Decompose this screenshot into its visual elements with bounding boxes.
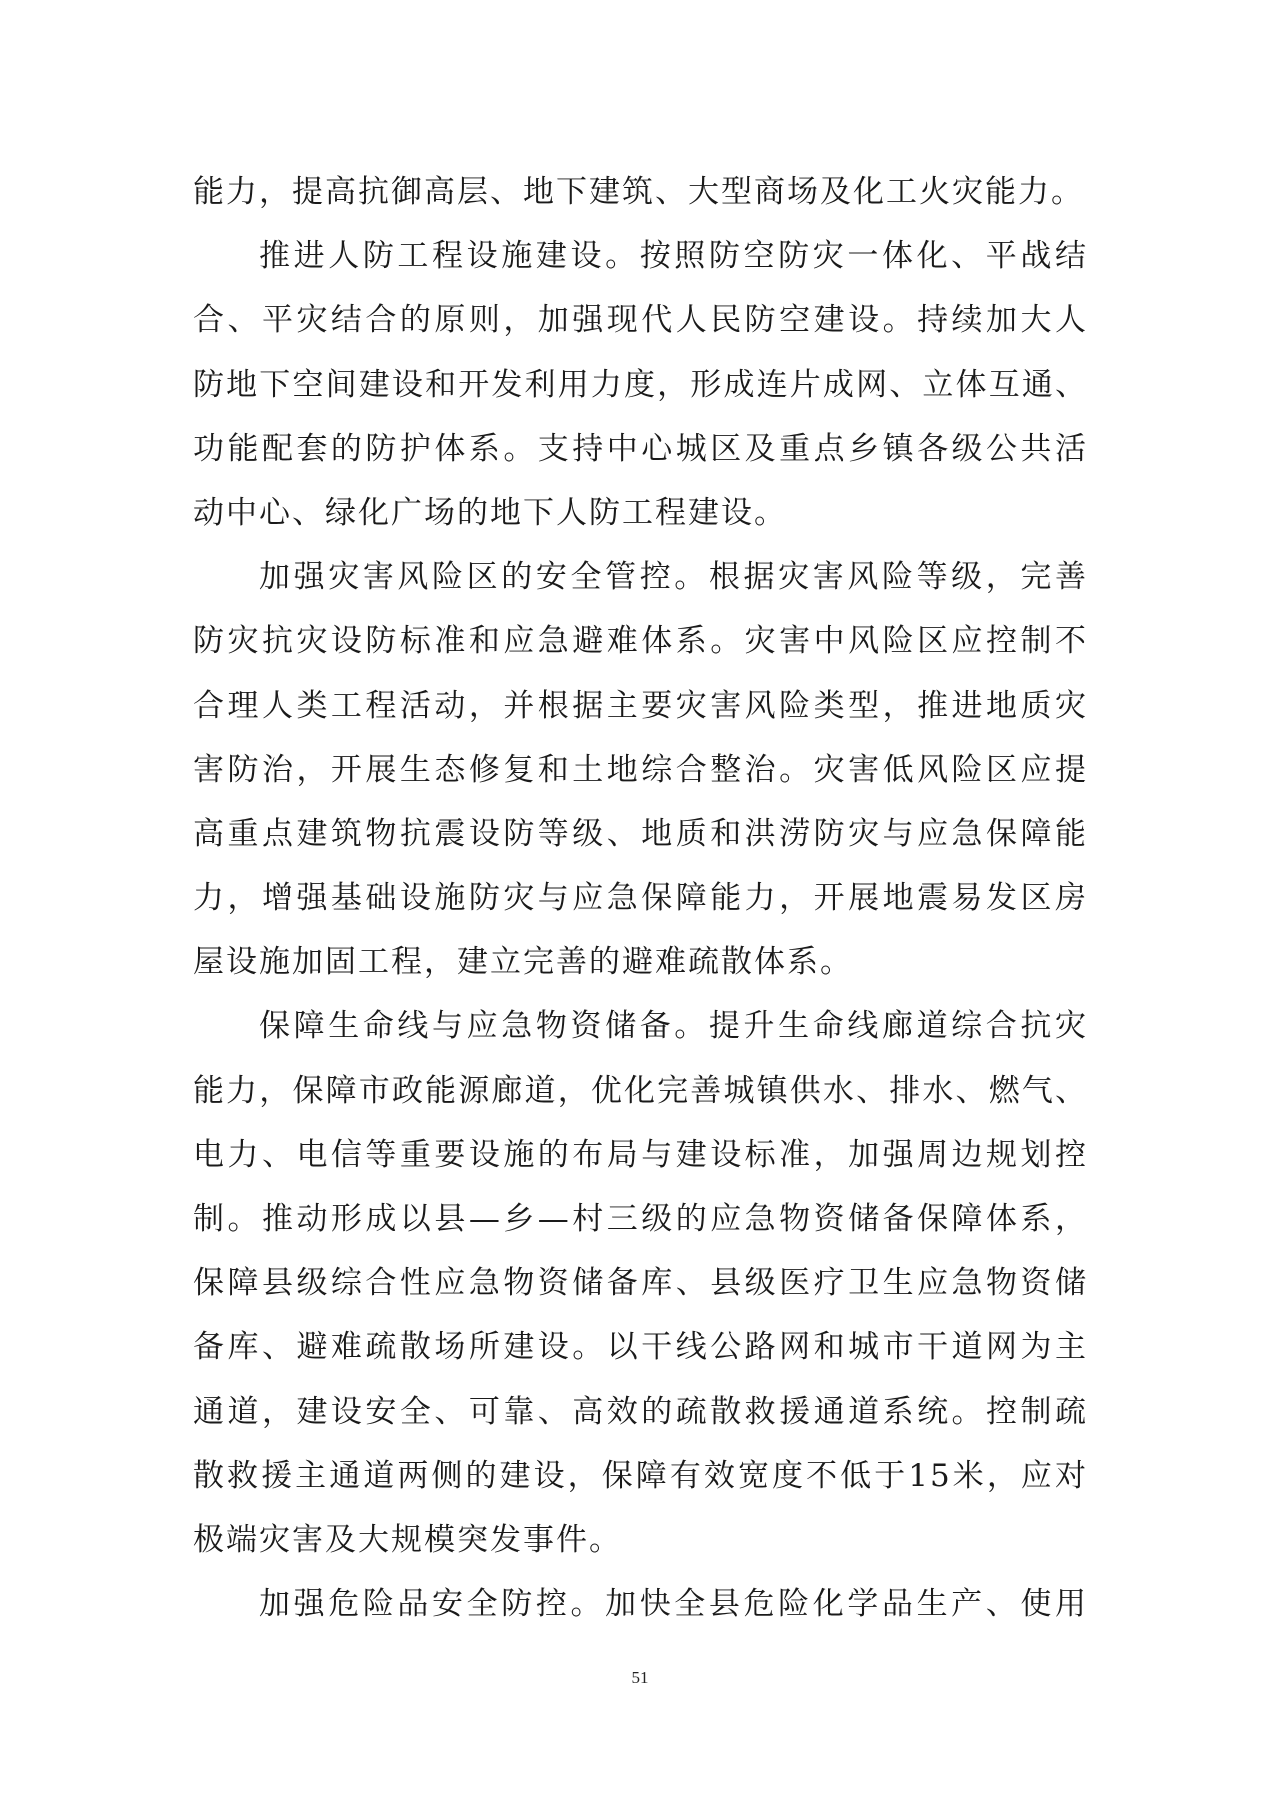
text-line: 屋设施加固工程，建立完善的避难疏散体系。	[193, 944, 853, 981]
text-line: 高重点建筑物抗震设防等级、地质和洪涝防灾与应急保障能	[193, 815, 1088, 852]
text-line: 保障县级综合性应急物资储备库、县级医疗卫生应急物资储	[193, 1265, 1088, 1302]
text-line: 合、平灾结合的原则，加强现代人民防空建设。持续加大人	[193, 302, 1088, 339]
text-line: 力，增强基础设施防灾与应急保障能力，开展地震易发区房	[193, 880, 1088, 917]
text-line: 制。推动形成以县—乡—村三级的应急物资储备保障体系，	[193, 1201, 1088, 1237]
text-line: 加强危险品安全防控。加快全县危险化学品生产、使用	[259, 1586, 1088, 1623]
text-line: 害防治，开展生态修复和土地综合整治。灾害低风险区应提	[193, 751, 1088, 788]
text-line: 极端灾害及大规模突发事件。	[193, 1521, 622, 1558]
text-line: 能力，提高抗御高层、地下建筑、大型商场及化工火灾能力。	[193, 174, 1084, 210]
text-line: 动中心、绿化广场的地下人防工程建设。	[193, 494, 787, 531]
body-text	[193, 160, 1088, 1636]
text-line: 备库、避难疏散场所建设。以干线公路网和城市干道网为主	[193, 1329, 1088, 1366]
text-line: 保障生命线与应急物资储备。提升生命线廊道综合抗灾	[259, 1008, 1088, 1045]
text-line: 电力、电信等重要设施的布局与建设标准，加强周边规划控	[193, 1136, 1088, 1173]
text-line: 功能配套的防护体系。支持中心城区及重点乡镇各级公共活	[193, 430, 1088, 467]
page-number: 51	[631, 1668, 649, 1687]
text-line: 加强灾害风险区的安全管控。根据灾害风险等级，完善	[259, 559, 1088, 596]
text-line: 散救援主通道两侧的建设，保障有效宽度不低于15米，应对	[193, 1457, 1088, 1494]
text-line: 合理人类工程活动，并根据主要灾害风险类型，推进地质灾	[193, 687, 1088, 724]
text-line: 能力，保障市政能源廊道，优化完善城镇供水、排水、燃气、	[193, 1072, 1088, 1109]
text-line: 推进人防工程设施建设。按照防空防灾一体化、平战结	[259, 238, 1088, 275]
text-line: 通道，建设安全、可靠、高效的疏散救援通道系统。控制疏	[193, 1393, 1088, 1430]
text-line: 防地下空间建设和开发利用力度，形成连片成网、立体互通、	[193, 366, 1088, 403]
text-line: 防灾抗灾设防标准和应急避难体系。灾害中风险区应控制不	[193, 623, 1088, 660]
